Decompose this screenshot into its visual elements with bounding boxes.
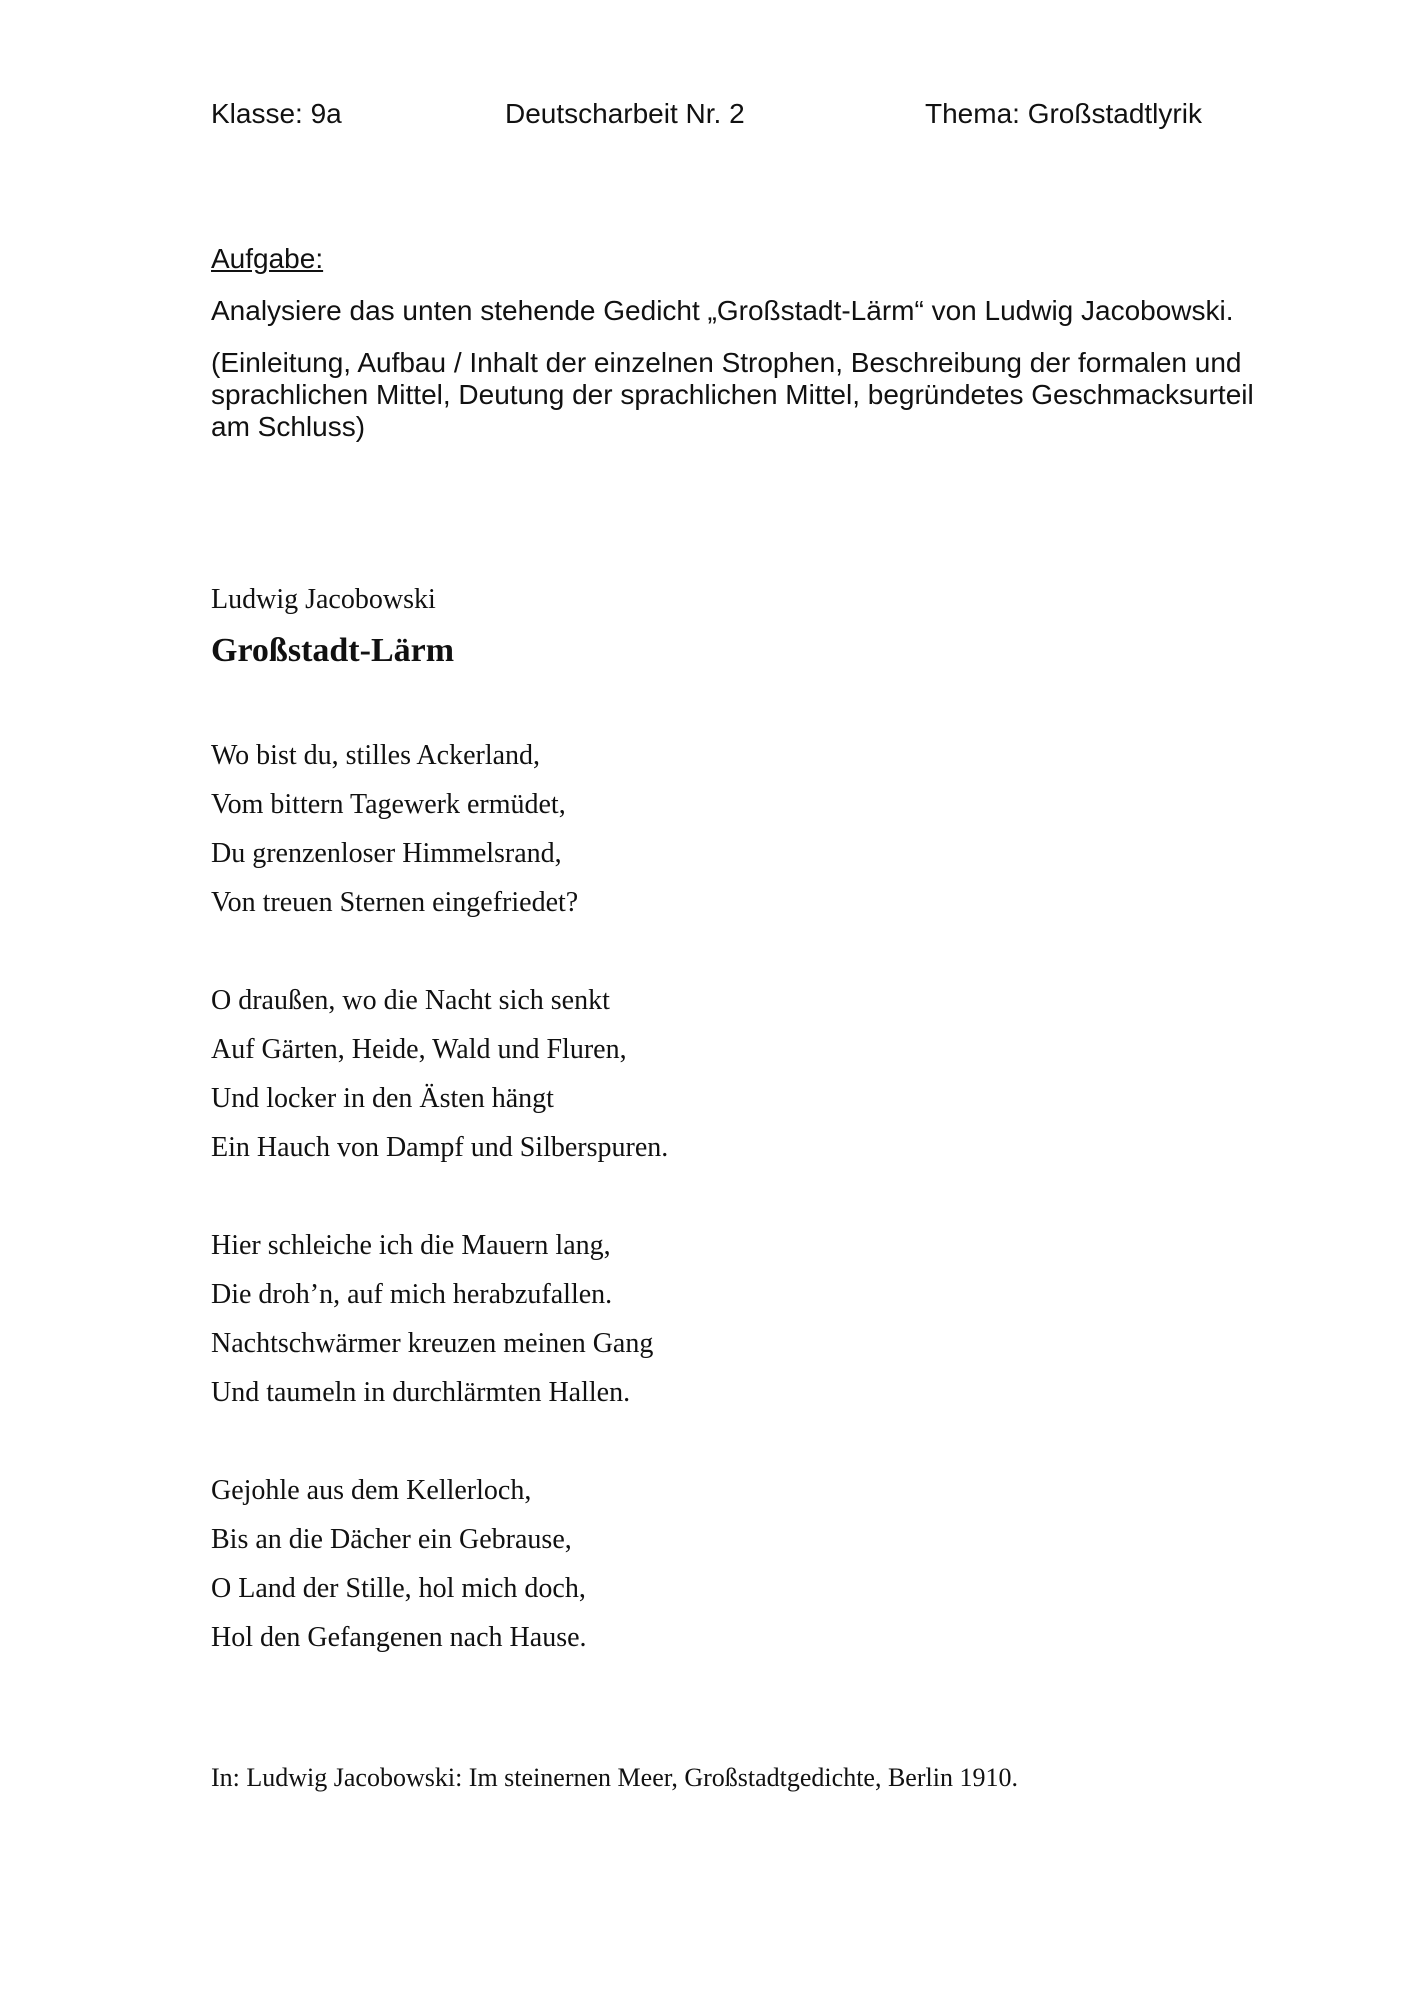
verse-line: Vom bittern Tagewerk ermüdet, [211, 789, 566, 820]
stanza [211, 738, 668, 934]
verse-line: Auf Gärten, Heide, Wald und Fluren, [211, 1034, 627, 1065]
verse-line: Bis an die Dächer ein Gebrause, [211, 1524, 572, 1555]
verse-line: Die droh’n, auf mich herabzufallen. [211, 1279, 613, 1310]
verse-line: Und locker in den Ästen hängt [211, 1083, 554, 1114]
exam-title: Deutscharbeit Nr. 2 [505, 98, 745, 129]
task-hint: (Einleitung, Aufbau / Inhalt der einzelnen Strophen, Beschreibung der formalen und sprachlichen Mittel, Deutung der sprachlichen Mittel, begründetes Geschmacksurteil am Schluss) [211, 347, 1254, 442]
verse-line: Gejohle aus dem Kellerloch, [211, 1475, 532, 1506]
document-header [211, 98, 1271, 138]
class-label: Klasse: 9a [211, 98, 342, 129]
verse-line: O draußen, wo die Nacht sich senkt [211, 985, 610, 1016]
topic-label: Thema: Großstadtlyrik [925, 98, 1202, 129]
verse-line: Du grenzenloser Himmelsrand, [211, 838, 562, 869]
poem-title: Großstadt-Lärm [211, 632, 455, 669]
verse-line: Und taumeln in durchlärmten Hallen. [211, 1377, 631, 1408]
task-instruction: Analysiere das unten stehende Gedicht „Großstadt-Lärm“ von Ludwig Jacobowski. [211, 295, 1234, 326]
poem-author: Ludwig Jacobowski [211, 584, 436, 615]
stanza [211, 1473, 668, 1669]
verse-line: Ein Hauch von Dampf und Silberspuren. [211, 1132, 669, 1163]
stanza [211, 983, 668, 1179]
verse-line: Wo bist du, stilles Ackerland, [211, 740, 541, 771]
verse-line: O Land der Stille, hol mich doch, [211, 1573, 586, 1604]
source-citation: In: Ludwig Jacobowski: Im steinernen Meer, Großstadtgedichte, Berlin 1910. [211, 1763, 1018, 1792]
task-heading: Aufgabe: [211, 243, 324, 274]
stanza [211, 1228, 668, 1424]
verse-line: Hol den Gefangenen nach Hause. [211, 1622, 587, 1653]
verse-line: Nachtschwärmer kreuzen meinen Gang [211, 1328, 654, 1359]
verse-line: Von treuen Sternen eingefriedet? [211, 887, 579, 918]
poem-body [211, 738, 668, 1669]
verse-line: Hier schleiche ich die Mauern lang, [211, 1230, 611, 1261]
task-section [211, 243, 1281, 443]
